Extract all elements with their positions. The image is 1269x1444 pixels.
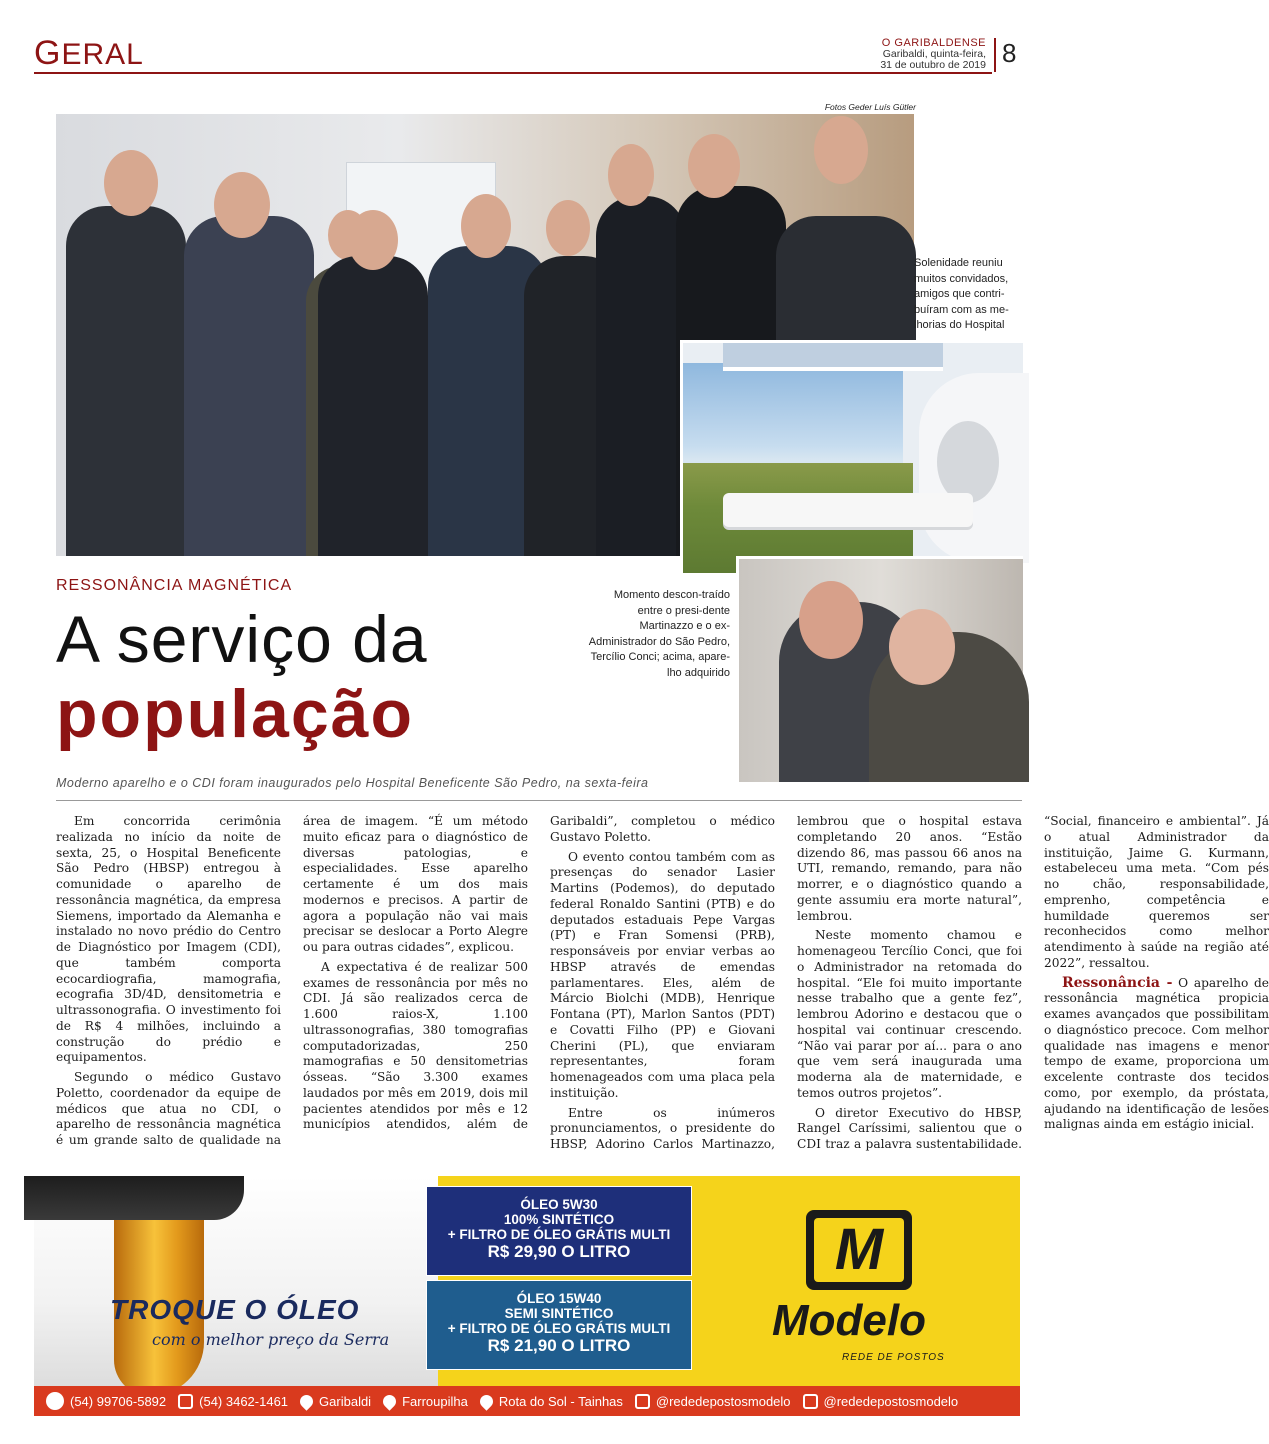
headline-line-1: A serviço da [56,602,428,676]
oil-bottle-image [24,1176,244,1220]
article-paragraph: Entre os inúmeros pronunciamentos, o presidente do HBSP, Adorino Carlos Martinazzo, lembrou que o hospital estava completando 20 anos. “Estão dizendo 86, mas passou 66 anos na UTI, remando, remando, para não morrer, e o diagnóstico quando a gente assumiu era morte natural”, lembrou. [550,814,1022,1151]
offer-line: + FILTRO DE ÓLEO GRÁTIS MULTI [447,1321,671,1336]
person-head [546,200,590,256]
article-paragraph: Em concorrida cerimônia realizada no início da noite de sexta, 25, o Hospital Beneficente São Pedro (HBSP) entregou à comunidade o aparelho de ressonância magnética, da empresa Siemens, importado da Alemanha e instalado no novo prédio do Centro de Diagnóstico por Imagem (CDI), que também comporta ecocardiografia, mamografia, ecografia 3D/4D, densitometria e ultrassonografia. O investimento foi de R$ 4 milhões, incluindo a construção do prédio e equipamentos. [56,814,281,1065]
brand-logo [806,1210,912,1290]
article-paragraph: O diretor Executivo do HBSP, Rangel Caríssimi, salientou que o CDI traz a palavra sustentabilidade. “Social, financeiro e ambiental”. Já o atual Administrador da instituição, Jaime G. Kurmann, estabeleceu uma meta. “Com pés no chão, responsabilidade, emprenho, competência e humildade queremos ser reconhecidos como melhor atendimento à saúde na região até 2022”, ressaltou. [797,814,1269,1151]
person-head [214,172,270,238]
offer-price: R$ 29,90 O LITRO [487,1242,631,1261]
instagram-handle: @rededepostosmodelo [823,1393,959,1409]
paragraph-lead: Ressonância - [1062,974,1173,991]
masthead [880,38,986,71]
paper-name: O GARIBALDENSE [881,37,986,49]
offer-line: ÓLEO 5W30 [520,1197,598,1212]
brand-subtitle: REDE DE POSTOS [842,1352,945,1363]
article-paragraph-last [1044,976,1269,1134]
location-text: Farroupilha [402,1393,468,1409]
subheadline: Moderno aparelho e o CDI foram inaugurados pelo Hospital Beneficente São Pedro, na sexta-feira [56,776,649,790]
person-head [688,134,740,198]
offer-price: R$ 21,90 O LITRO [487,1336,631,1355]
section-title-rest: ERAL [61,38,144,71]
contact-phone [178,1394,288,1409]
section-title-initial: G [34,34,62,72]
contact-whatsapp [46,1392,166,1410]
mri-bore [937,421,999,503]
page-number: 8 [1002,38,1017,68]
article-paragraph: O evento contou também com as presenças do senador Lasier Martins (Podemos), do deputado federal Ronaldo Santini (PTB) e do deputados estaduais Pepe Vargas (PT) e Fran Somensi (PRB), responsáveis por enviar verbas ao HBSP através de emendas parlamentares. Eles, além de Márcio Biolchi (MDB), Henrique Fontana (PT), Marlon Santos (PDT) e Covatti Filho (PP) e Giovani Cherini (PL), que enviaram representantes, foram homenageados com uma placa pela instituição. [550,849,775,1100]
mri-table [723,493,973,527]
article-paragraph: Segundo o médico Gustavo Poletto, coordenador da equipe de médicos que atua no CDI, o aparelho de ressonância magnética é um grande salto de qualidade na área de imagem. “É um método muito eficaz para o diagnóstico de diversas patologias, e especialidades. Esse aparelho certamente é um dos mais modernos e precisos. A partir de agora a população não vai mais precisar se deslocar a Porto Alegre ou para outras cidades”, explicou. [56,814,528,1147]
small-photo [736,556,1023,782]
ad-left-panel [34,1176,438,1386]
map-pin-icon [380,1392,398,1410]
instagram-icon [803,1394,818,1409]
phone-icon [178,1394,193,1409]
person [596,196,686,556]
whatsapp-icon [46,1392,64,1410]
contact-location-3 [480,1394,623,1409]
article-paragraph: Neste momento chamou e homenageou Tercílio Conci, que foi o Administrador na retomada do hospital. “Ele foi muito importante nesse trabalho que a gente fez”, lembrou Adorino e destacou que o hospital vai continuar crescendo. “Não vai parar por aí... para o ano que vem será inaugurada uma moderna ala de maternidade, e temos outros projetos”. [797,928,1022,1100]
person-head [799,581,863,659]
facebook-handle: @rededepostosmodelo [655,1393,791,1409]
subhead-rule [56,800,1022,801]
person-head [608,144,654,206]
ad-slogan: TROQUE O ÓLEO [110,1294,360,1325]
offer-box-1 [426,1186,692,1276]
brand-logo-letter: M [834,1217,884,1282]
section-title [34,34,144,73]
date-line-1: Garibaldi, quinta-feira, [882,48,986,60]
contact-location-1 [300,1394,371,1409]
page-number-divider [994,38,996,72]
date-line-2: 31 de outubro de 2019 [880,59,986,71]
location-text: Garibaldi [319,1393,372,1409]
person-head [348,210,398,270]
offer-box-2 [426,1280,692,1370]
contact-location-2 [383,1394,468,1409]
contact-instagram [803,1394,959,1409]
offer-line: ÓLEO 15W40 [516,1291,602,1306]
offer-line: SEMI SINTÉTICO [504,1306,614,1321]
mri-photo [680,340,1023,566]
contact-bar [34,1386,1020,1416]
caption-small-photo: Momento descon-traído entre o presi-dente Martinazzo e o ex-Administrador do São Pedro, Tercílio Conci; acima, apare-lho adquirido [588,589,730,679]
person-head [889,609,955,685]
facebook-icon [635,1394,650,1409]
person [66,206,186,556]
ad-slogan-sub: com o melhor preço da Serra [152,1330,390,1349]
person-head [461,194,511,258]
brand-name: Modelo [772,1296,926,1345]
paragraph-text: O aparelho de ressonância magnética propicia exames avançados que possibilitam o diagnóstico precoce. Com melhor qualidade nas imagens e menor tempo de exame, proporciona um excelente contraste dos tecidos como, por exemplo, da próstata, ajudando na identificação de lesões malignas ainda em estágio inicial. [1044,975,1269,1132]
article-body [56,814,1269,1158]
header-rule [34,72,992,74]
contact-facebook [635,1394,791,1409]
person-head [814,116,868,184]
advertisement [34,1176,1020,1444]
map-pin-icon [297,1392,315,1410]
brand-logo-inner [814,1218,904,1282]
person [318,256,428,556]
caption-main-photo: Solenidade reuniu muitos convidados, amigos que contri-buíram com as me-lhorias do Hospital [914,257,1009,331]
offer-line: + FILTRO DE ÓLEO GRÁTIS MULTI [447,1227,671,1242]
headline-line-2: população [56,676,415,752]
ad-bottom-strip [34,1416,1020,1444]
map-pin-icon [477,1392,495,1410]
person [184,216,314,556]
location-text: Rota do Sol - Tainhas [498,1393,623,1409]
article-paragraph: A expectativa é de realizar 500 exames de ressonância por mês no CDI. Já são realizados cerca de 1.600 raios-X, 1.100 ultrassonografias, 380 tomografias computadorizadas, 250 mamografias e 50 densitometrias ósseas. “São 3.300 exames laudados por mês em 2019, dois mil pacientes atendidos por mês e 12 municípios atendidos, além de Garibaldi”, completou o médico Gustavo Poletto. [303,814,775,1132]
offer-line: 100% SINTÉTICO [503,1212,615,1227]
contact-whatsapp-text: (54) 99706-5892 [70,1393,167,1409]
photo-credit: Fotos Geder Luís Gütler [824,102,916,112]
person-head [104,150,158,216]
contact-phone-text: (54) 3462-1461 [199,1393,289,1409]
kicker: RESSONÂNCIA MAGNÉTICA [56,577,293,594]
mri-ceiling-panel [723,343,943,371]
